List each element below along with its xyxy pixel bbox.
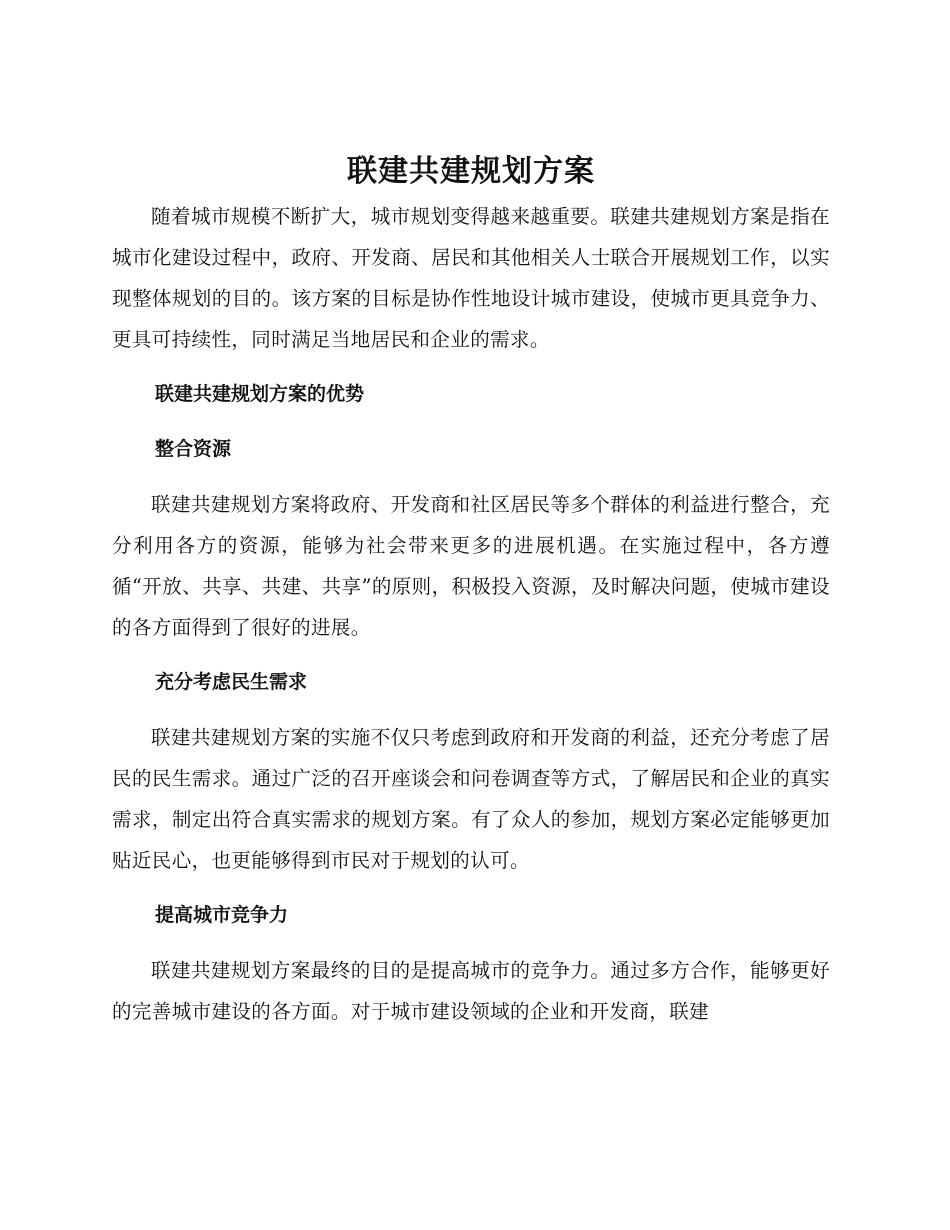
subsection-heading-livelihood-needs: 充分考虑民生需求 [155,671,308,693]
subsection-body-integrate-resources: 联建共建规划方案将政府、开发商和社区居民等多个群体的利益进行整合，充分利用各方的资源，能够为社会带来更多的进展机遇。在实施过程中，各方遵循“开放、共享、共建、共享”的原则，积极投入资源，及时解决问题，使城市建设的各方面得到了很好的进展。 [112,493,830,639]
document-page [112,148,830,1032]
subsection-body-livelihood-needs: 联建共建规划方案的实施不仅只考虑到政府和开发商的利益，还充分考虑了居民的民生需求。通过广泛的召开座谈会和问卷调查等方式，了解居民和企业的真实需求，制定出符合真实需求的规划方案。有了众人的参加，规划方案必定能够更加贴近民心，也更能够得到市民对于规划的认可。 [112,726,830,872]
intro-paragraph: 随着城市规模不断扩大，城市规划变得越来越重要。联建共建规划方案是指在城市化建设过程中，政府、开发商、居民和其他相关人士联合开展规划工作，以实现整体规划的目的。该方案的目标是协作性地设计城市建设，使城市更具竞争力、更具可持续性，同时满足当地居民和企业的需求。 [112,205,830,351]
subsection-heading-integrate-resources: 整合资源 [155,438,232,460]
document-title: 联建共建规划方案 [347,154,595,189]
section-heading-advantages: 联建共建规划方案的优势 [155,383,365,405]
subsection-body-competitiveness: 联建共建规划方案最终的目的是提高城市的竞争力。通过多方合作，能够更好的完善城市建设的各方面。对于城市建设领域的企业和开发商，联建 [112,959,830,1023]
subsection-heading-competitiveness: 提高城市竞争力 [155,904,289,926]
